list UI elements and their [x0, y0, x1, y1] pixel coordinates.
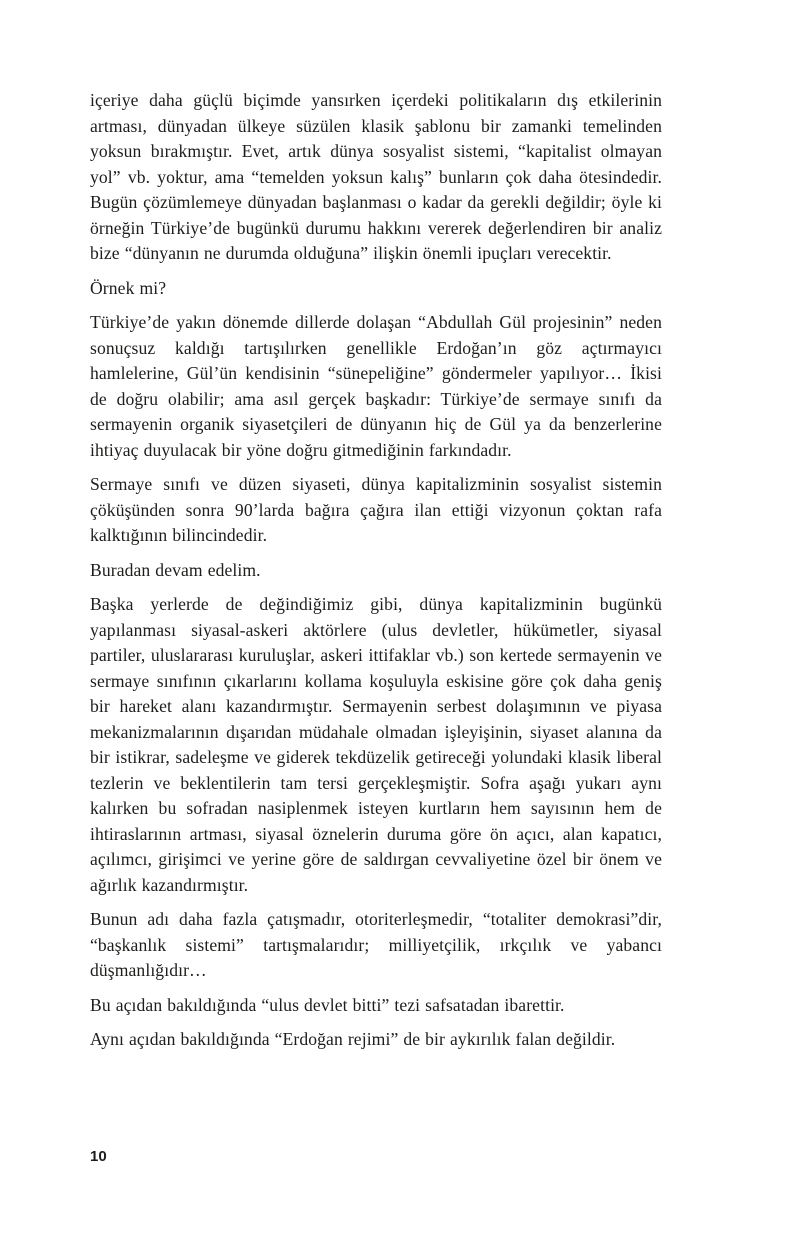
paragraph: Bu açıdan bakıldığında “ulus devlet bitti” tezi safsatadan ibarettir.	[90, 994, 565, 1015]
body-text	[90, 88, 662, 1062]
paragraph: Sermaye sınıfı ve düzen siyaseti, dünya kapitalizminin sosyalist sistemin çöküşünden sonra 90’larda bağıra çağıra ilan ettiği vizyonun çoktan rafa kalktığının bilincindedir.	[90, 474, 662, 545]
paragraph: Örnek mi?	[90, 277, 167, 298]
paragraph: içeriye daha güçlü biçimde yansırken içerdeki politikaların dış etkilerinin artması, dünyadan ülkeye süzülen klasik şablonu bir zamanki temelinden yoksun bırakmıştır. Evet, artık dünya sosyalist sistemi, “kapitalist olmayan yol” vb. yoktur, ama “temelden yoksun kalış” bunların çok daha ötesindedir. Bugün çözümlemeye dünyadan başlanması o kadar da gerekli değildir; öyle ki örneğin Türkiye’de bugünkü durumu hakkını vererek değerlendiren bir analiz bize “dünyanın ne durumda olduğuna” ilişkin önemli ipuçları verecektir.	[90, 90, 662, 263]
paragraph: Bunun adı daha fazla çatışmadır, otoriterleşmedir, “totaliter demokrasi”dir, “başkanlık sistemi” tartışmalarıdır; milliyetçilik, ırkçılık ve yabancı düşmanlığıdır…	[90, 909, 662, 980]
paragraph: Aynı açıdan bakıldığında “Erdoğan rejimi” de bir aykırılık falan değildir.	[90, 1029, 616, 1049]
paragraph: Başka yerlerde de değindiğimiz gibi, dünya kapitalizminin bugünkü yapılanması siyasal-askeri aktörlere (ulus devletler, hükümetler, siyasal partiler, uluslararası kuruluşlar, askeri ittifaklar vb.) son kertede sermayenin ve sermaye sınıfının çıkarlarını kollama koşuluyla eskisine göre çok daha geniş bir hareket alanı kazandırmıştır. Sermayenin serbest dolaşımının ve piyasa mekanizmalarının dışarıdan müdahale olmadan işleyişinin, siyaset alanına da bir istikrar, sadeleşme ve giderek tekdüzelik getireceği yolundaki klasik liberal tezlerin ve beklentilerin tam tersi gerçekleşmiştir. Sofra aşağı yukarı aynı kalırken bu sofradan nasiplenmek isteyen kurtların hem sayısının hem de ihtiraslarının artması, siyasal öznelerin duruma göre ön açıcı, alan kapatıcı, açılımcı, girişimci ve yerine göre de saldırgan cevvaliyetine özel bir önem ve ağırlık kazandırmıştır.	[90, 594, 662, 895]
paragraph: Buradan devam edelim.	[90, 559, 261, 580]
paragraph: Türkiye’de yakın dönemde dillerde dolaşan “Abdullah Gül projesinin” neden sonuçsuz kaldığı tartışılırken genellikle Erdoğan’ın göz açtırmayıcı hamlelerine, Gül’ün kendisinin “sünepeliğine” göndermeler yapılıyor… İkisi de doğru olabilir; ama asıl gerçek başkadır: Türkiye’de sermaye sınıfı da sermayenin organik siyasetçileri de dünyanın hiç de Gül ya da benzerlerine ihtiyaç duyulacak bir yöne doğru gitmediğinin farkındadır.	[90, 312, 662, 460]
page-number: 10	[90, 1148, 107, 1165]
